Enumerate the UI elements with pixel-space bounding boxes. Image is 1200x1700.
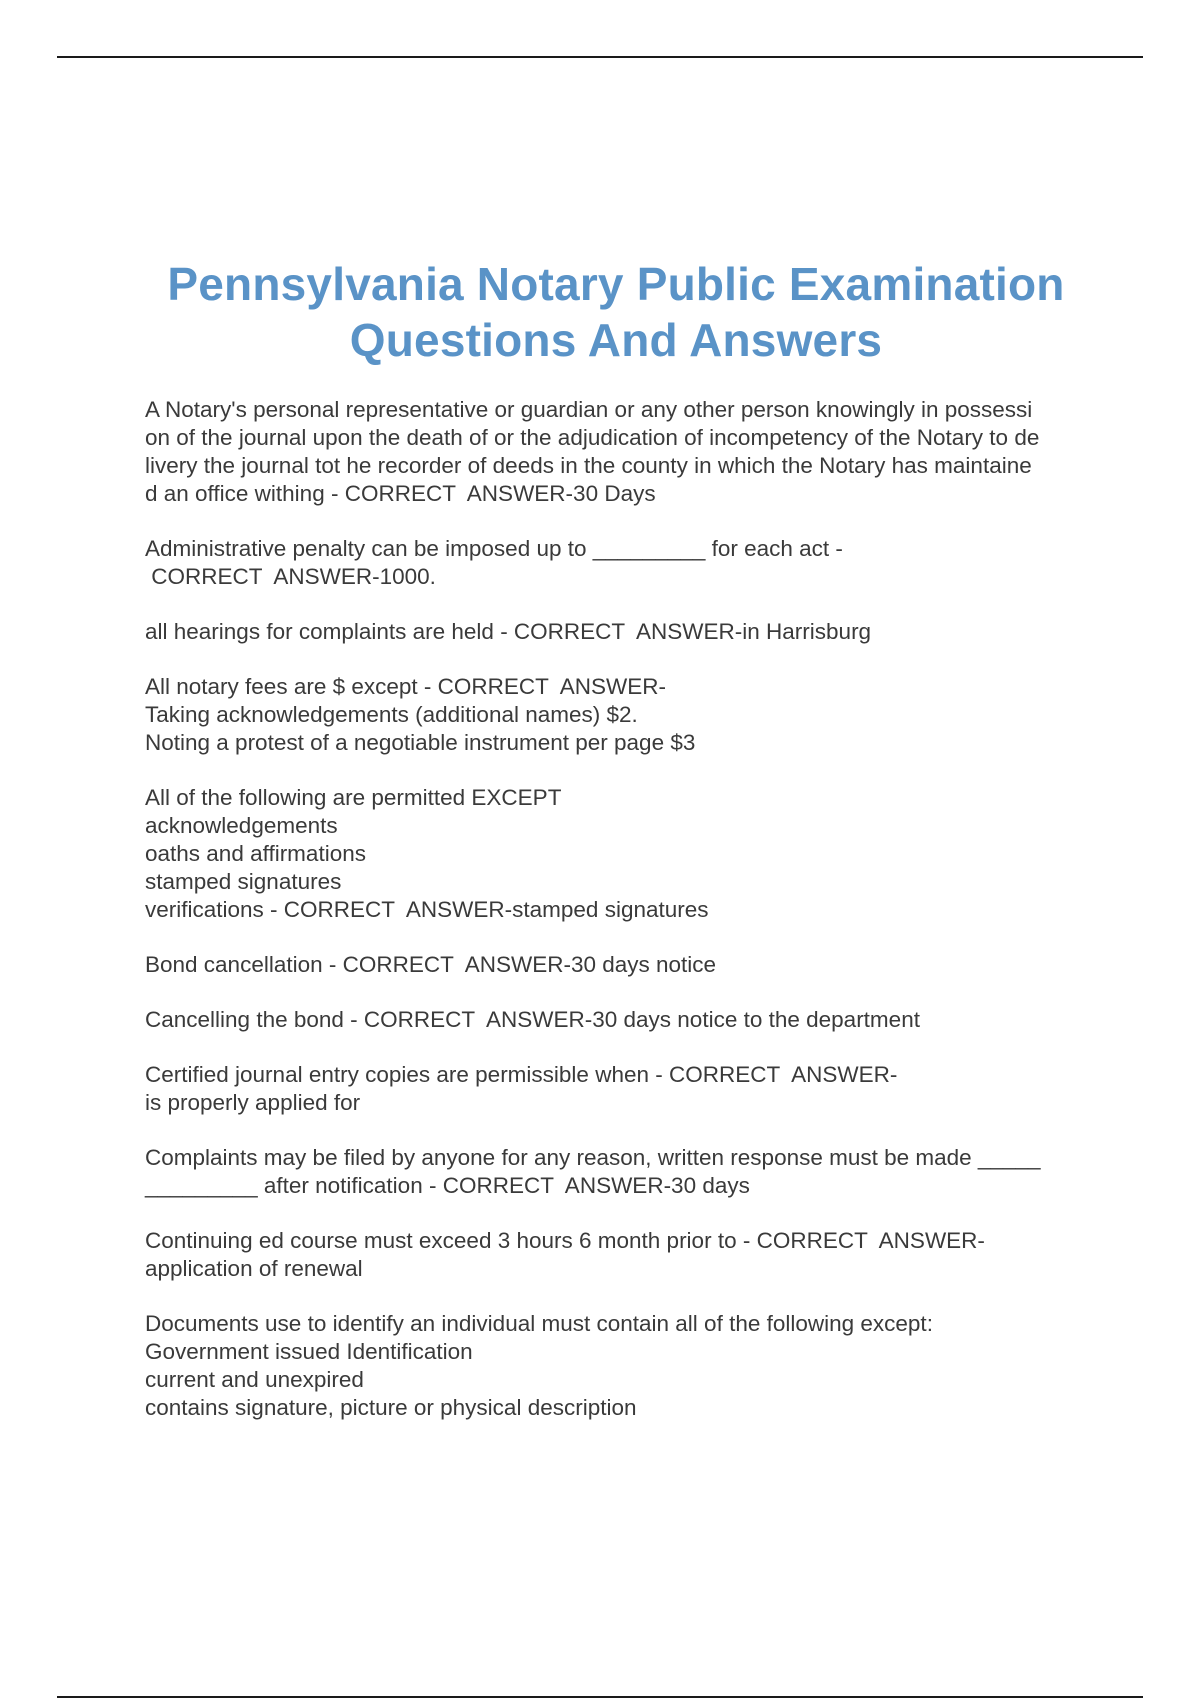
qa-item: [145, 1310, 1085, 1422]
qa-line: Cancelling the bond - CORRECT ANSWER-30 days notice to the department: [145, 1007, 920, 1032]
qa-line: stamped signatures: [145, 869, 342, 894]
qa-item: [145, 1227, 1085, 1283]
qa-line: acknowledgements: [145, 813, 338, 838]
qa-line: Certified journal entry copies are permissible when - CORRECT ANSWER-: [145, 1062, 898, 1087]
qa-item: [145, 1061, 1085, 1117]
qa-line: Bond cancellation - CORRECT ANSWER-30 days notice: [145, 952, 717, 977]
qa-line: Administrative penalty can be imposed up to _________ for each act -: [145, 536, 843, 561]
qa-line: current and unexpired: [145, 1367, 364, 1392]
qa-line: oaths and affirmations: [145, 841, 366, 866]
qa-item: [145, 1144, 1085, 1200]
qa-line: Continuing ed course must exceed 3 hours 6 month prior to - CORRECT ANSWER-: [145, 1228, 985, 1253]
qa-line: is properly applied for: [145, 1090, 361, 1115]
qa-line: _________ after notification - CORRECT ANSWER-30 days: [145, 1173, 750, 1198]
qa-line: All of the following are permitted EXCEPT: [145, 785, 562, 810]
qa-line: d an office withing - CORRECT ANSWER-30 Days: [145, 481, 656, 506]
qa-line: contains signature, picture or physical description: [145, 1395, 637, 1420]
qa-line: Noting a protest of a negotiable instrument per page $3: [145, 730, 696, 755]
top-rule: [57, 56, 1143, 58]
qa-item: [145, 618, 1085, 646]
qa-item: [145, 1006, 1085, 1034]
qa-item: [145, 396, 1085, 508]
qa-line: CORRECT ANSWER-1000.: [145, 564, 436, 589]
question-answer-list: [145, 396, 1085, 1449]
document-title: [120, 256, 1112, 368]
qa-line: all hearings for complaints are held - CORRECT ANSWER-in Harrisburg: [145, 619, 872, 644]
document-title-line-1: Pennsylvania Notary Public Examination: [167, 258, 1065, 310]
document-title-line-2: Questions And Answers: [349, 314, 883, 366]
qa-item: [145, 784, 1085, 924]
qa-line: Documents use to identify an individual must contain all of the following except:: [145, 1311, 933, 1336]
qa-line: All notary fees are $ except - CORRECT ANSWER-: [145, 674, 666, 699]
qa-line: application of renewal: [145, 1256, 363, 1281]
bottom-rule: [57, 1696, 1143, 1698]
qa-item: [145, 535, 1085, 591]
qa-line: A Notary's personal representative or guardian or any other person knowingly in possessi: [145, 397, 1033, 422]
qa-line: livery the journal tot he recorder of deeds in the county in which the Notary has maintaine: [145, 453, 1032, 478]
qa-item: [145, 673, 1085, 757]
qa-line: Taking acknowledgements (additional names) $2.: [145, 702, 638, 727]
qa-item: [145, 951, 1085, 979]
qa-line: verifications - CORRECT ANSWER-stamped signatures: [145, 897, 709, 922]
qa-line: Complaints may be filed by anyone for any reason, written response must be made _____: [145, 1145, 1041, 1170]
qa-line: on of the journal upon the death of or the adjudication of incompetency of the Notary to de: [145, 425, 1040, 450]
qa-line: Government issued Identification: [145, 1339, 473, 1364]
